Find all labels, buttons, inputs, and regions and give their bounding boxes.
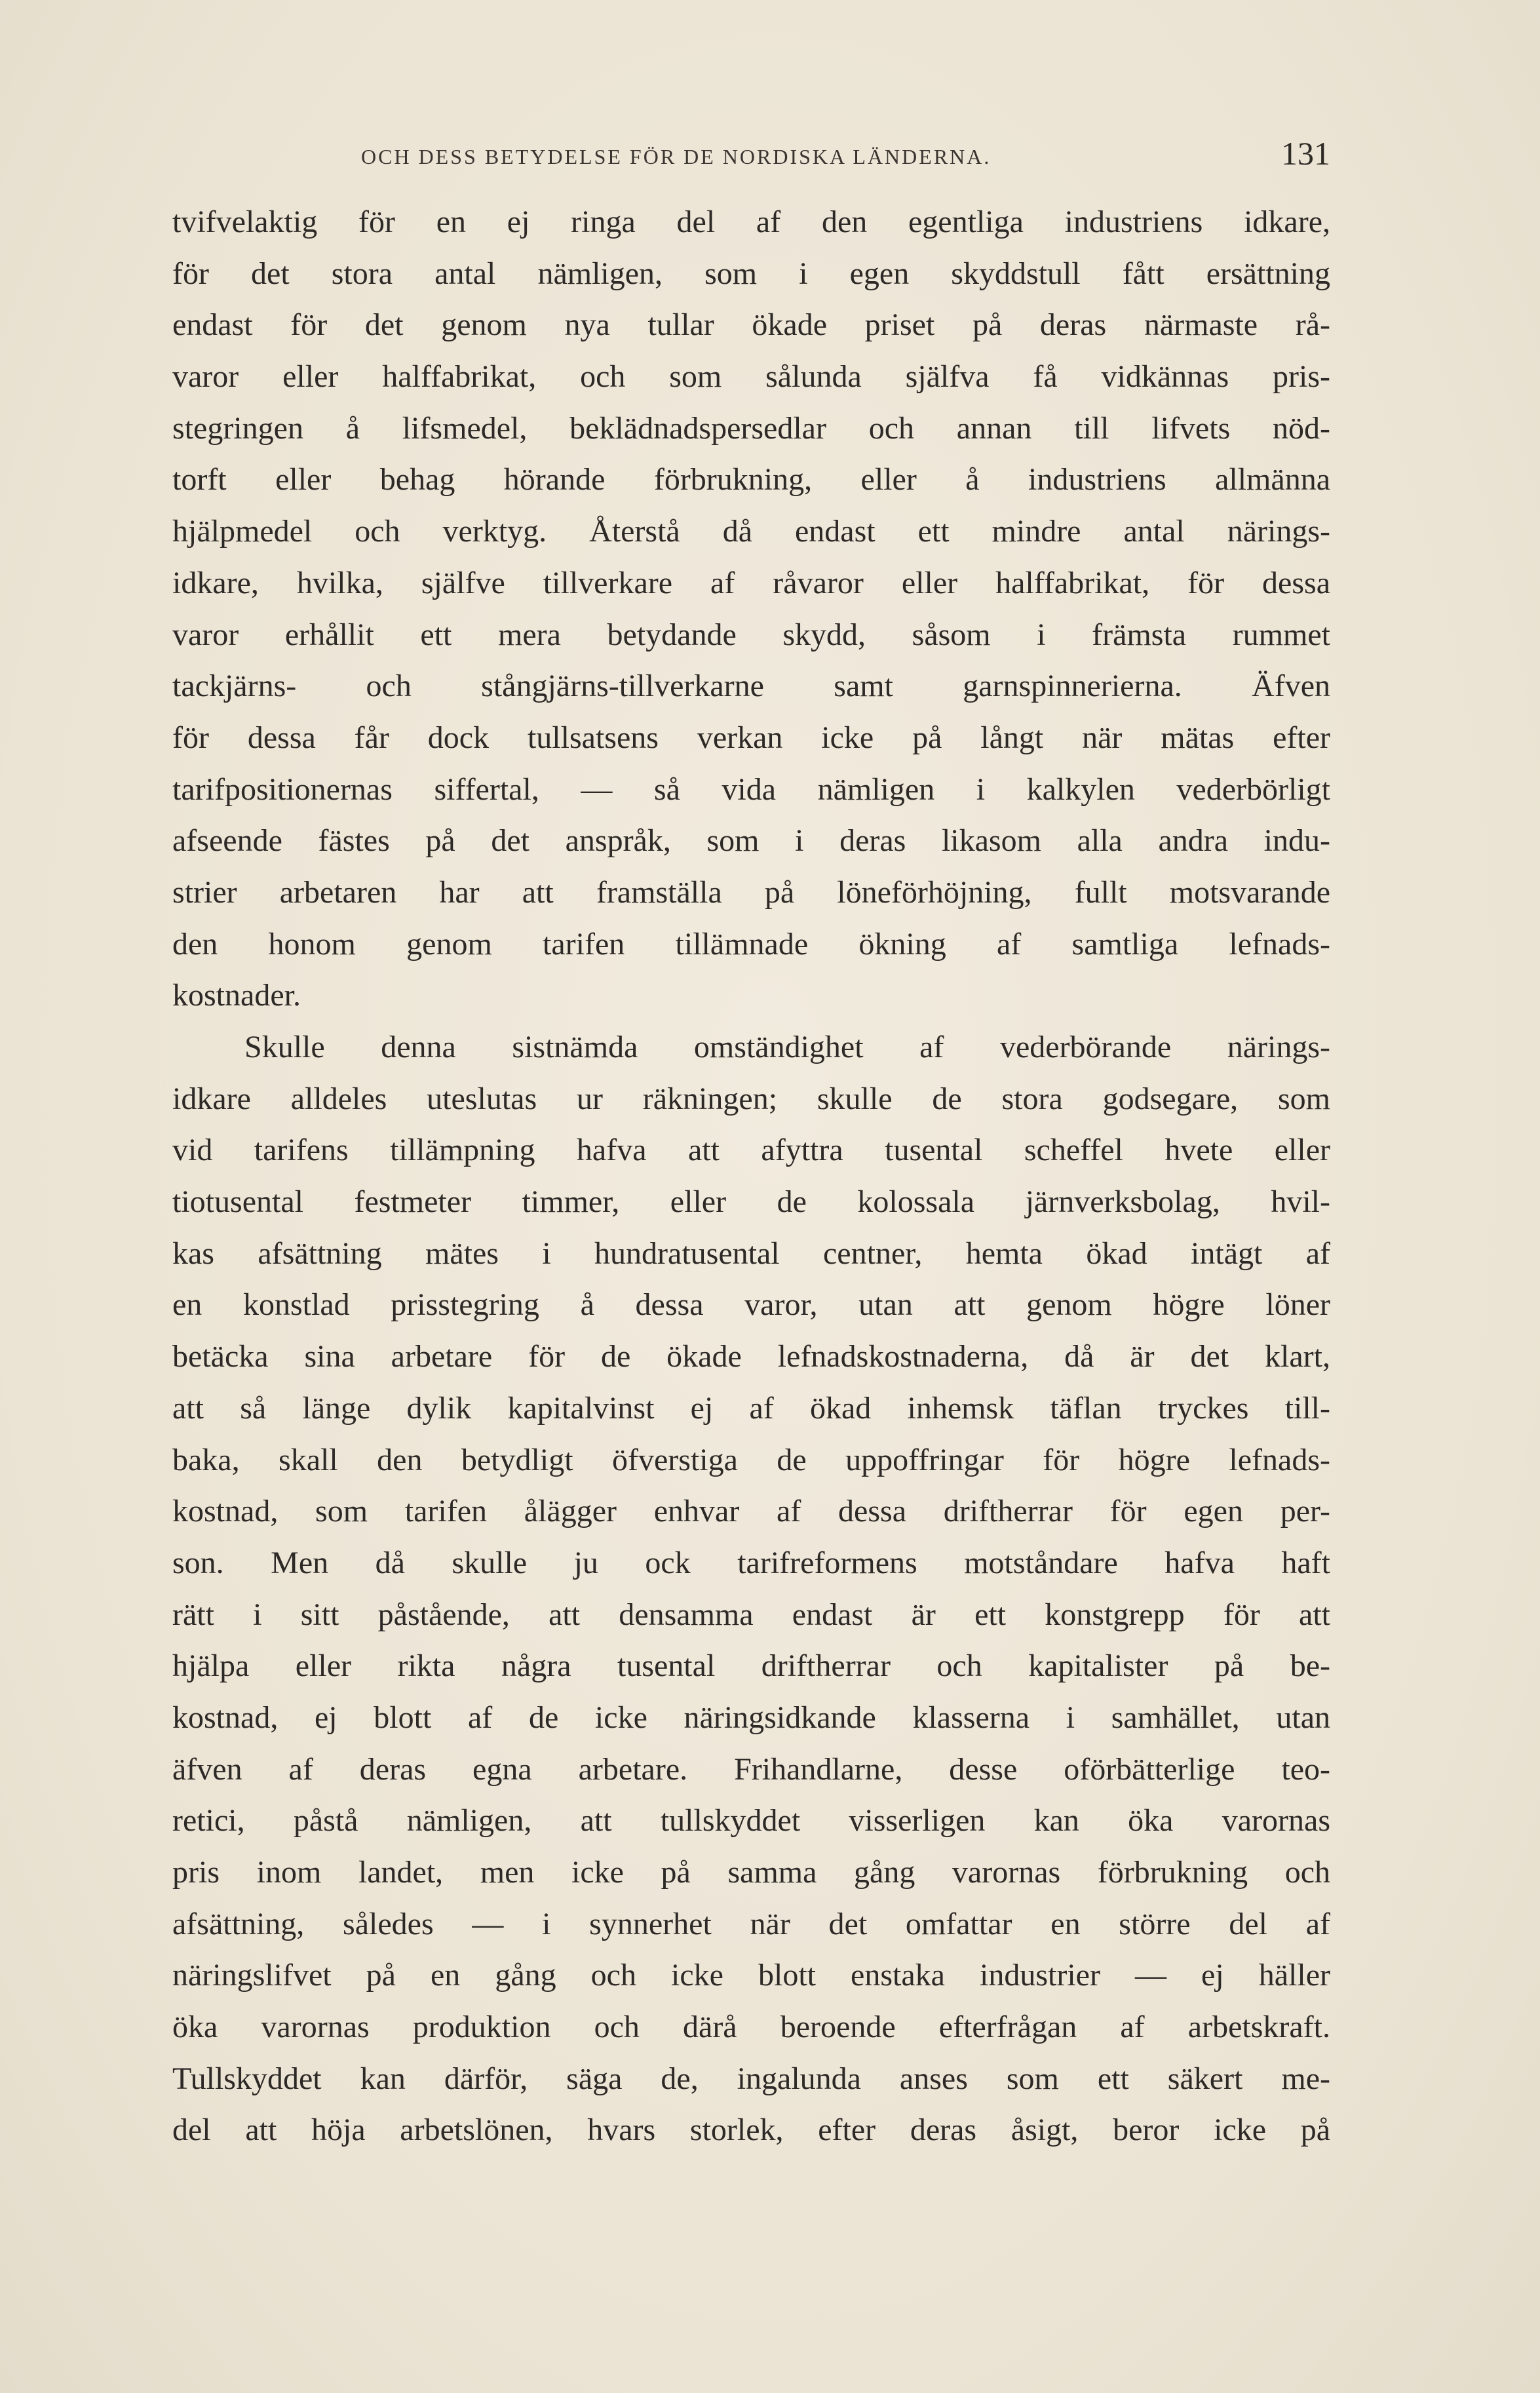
- body-text: [172, 197, 1330, 2156]
- text-line: öka varornas produktion och därå beroende efterfrågan af arbetskraft.: [172, 2010, 1330, 2045]
- text-line: kostnad, som tarifen ålägger enhvar af dessa driftherrar för egen per-: [172, 1494, 1330, 1529]
- text-line: för dessa får dock tullsatsens verkan icke på långt när mätas efter: [172, 720, 1330, 755]
- text-line: pris inom landet, men icke på samma gång varornas förbrukning och: [172, 1855, 1330, 1890]
- text-line: son. Men då skulle ju ock tarifreformens motståndare hafva haft: [172, 1545, 1330, 1580]
- page-number: 131: [1281, 135, 1330, 172]
- text-line: Tullskyddet kan därför, säga de, ingalunda anses som ett säkert me-: [172, 2061, 1330, 2096]
- text-line: näringslifvet på en gång och icke blott enstaka industrier — ej häller: [172, 1958, 1330, 1993]
- text-line: den honom genom tarifen tillämnade ökning af samtliga lefnads-: [172, 926, 1330, 962]
- text-line: varor erhållit ett mera betydande skydd, såsom i främsta rummet: [172, 617, 1330, 652]
- text-line: baka, skall den betydligt öfverstiga de uppoffringar för högre lefnads-: [172, 1442, 1330, 1477]
- text-line: varor eller halffabrikat, och som sålunda själfva få vidkännas pris-: [172, 359, 1330, 395]
- text-line: strier arbetaren har att framställa på löneförhöjning, fullt motsvarande: [172, 874, 1330, 910]
- text-line: tarifpositionernas siffertal, — så vida nämligen i kalkylen vederbörligt: [172, 771, 1330, 807]
- text-line: vid tarifens tillämpning hafva att afyttra tusental scheffel hvete eller: [172, 1133, 1330, 1168]
- running-title: OCH DESS BETYDELSE FÖR DE NORDISKA LÄNDERNA.: [361, 145, 991, 168]
- text-line: tvifvelaktig för en ej ringa del af den egentliga industriens idkare,: [172, 204, 1330, 239]
- text-line: betäcka sina arbetare för de ökade lefnadskostnaderna, då är det klart,: [172, 1339, 1330, 1374]
- running-header: [172, 134, 1330, 180]
- text-line: hjälpmedel och verktyg. Återstå då endast ett mindre antal närings-: [172, 514, 1330, 549]
- text-line: torft eller behag hörande förbrukning, eller å industriens allmänna: [172, 462, 1330, 497]
- text-line: afseende fästes på det anspråk, som i deras likasom alla andra indu-: [172, 823, 1330, 859]
- text-line: del att höja arbetslönen, hvars storlek, efter deras åsigt, beror icke på: [172, 2112, 1330, 2148]
- text-line: tackjärns- och stångjärns-tillverkarne samt garnspinnerierna. Äfven: [172, 669, 1330, 704]
- text-line: Skulle denna sistnämda omständighet af vederbörande närings-: [244, 1030, 1330, 1064]
- text-line: en konstlad prisstegring å dessa varor, utan att genom högre löner: [172, 1287, 1330, 1323]
- text-line: hjälpa eller rikta några tusental driftherrar och kapitalister på be-: [172, 1648, 1330, 1684]
- text-line: rätt i sitt påstående, att densamma endast är ett konstgrepp för att: [172, 1597, 1330, 1632]
- text-line: kostnader.: [172, 978, 301, 1013]
- text-line: idkare, hvilka, själfve tillverkare af råvaror eller halffabrikat, för dessa: [172, 565, 1330, 600]
- text-line: stegringen å lifsmedel, beklädnadspersedlar och annan till lifvets nöd-: [172, 410, 1330, 446]
- text-line: äfven af deras egna arbetare. Frihandlarne, desse oförbätterlige teo-: [172, 1751, 1330, 1787]
- text-line: kas afsättning mätes i hundratusental centner, hemta ökad intägt af: [172, 1235, 1330, 1271]
- text-line: idkare alldeles uteslutas ur räkningen; skulle de stora godsegare, som: [172, 1081, 1330, 1116]
- text-line: för det stora antal nämligen, som i egen skyddstull fått ersättning: [172, 256, 1330, 291]
- text-line: kostnad, ej blott af de icke näringsidkande klasserna i samhället, utan: [172, 1700, 1330, 1735]
- text-line: retici, påstå nämligen, att tullskyddet visserligen kan öka varornas: [172, 1803, 1330, 1839]
- text-line: endast för det genom nya tullar ökade priset på deras närmaste rå-: [172, 307, 1330, 343]
- text-line: tiotusental festmeter timmer, eller de kolossala järnverksbolag, hvil-: [172, 1184, 1330, 1220]
- text-line: afsättning, således — i synnerhet när det omfattar en större del af: [172, 1906, 1330, 1941]
- text-line: att så länge dylik kapitalvinst ej af ökad inhemsk täflan tryckes till-: [172, 1390, 1330, 1426]
